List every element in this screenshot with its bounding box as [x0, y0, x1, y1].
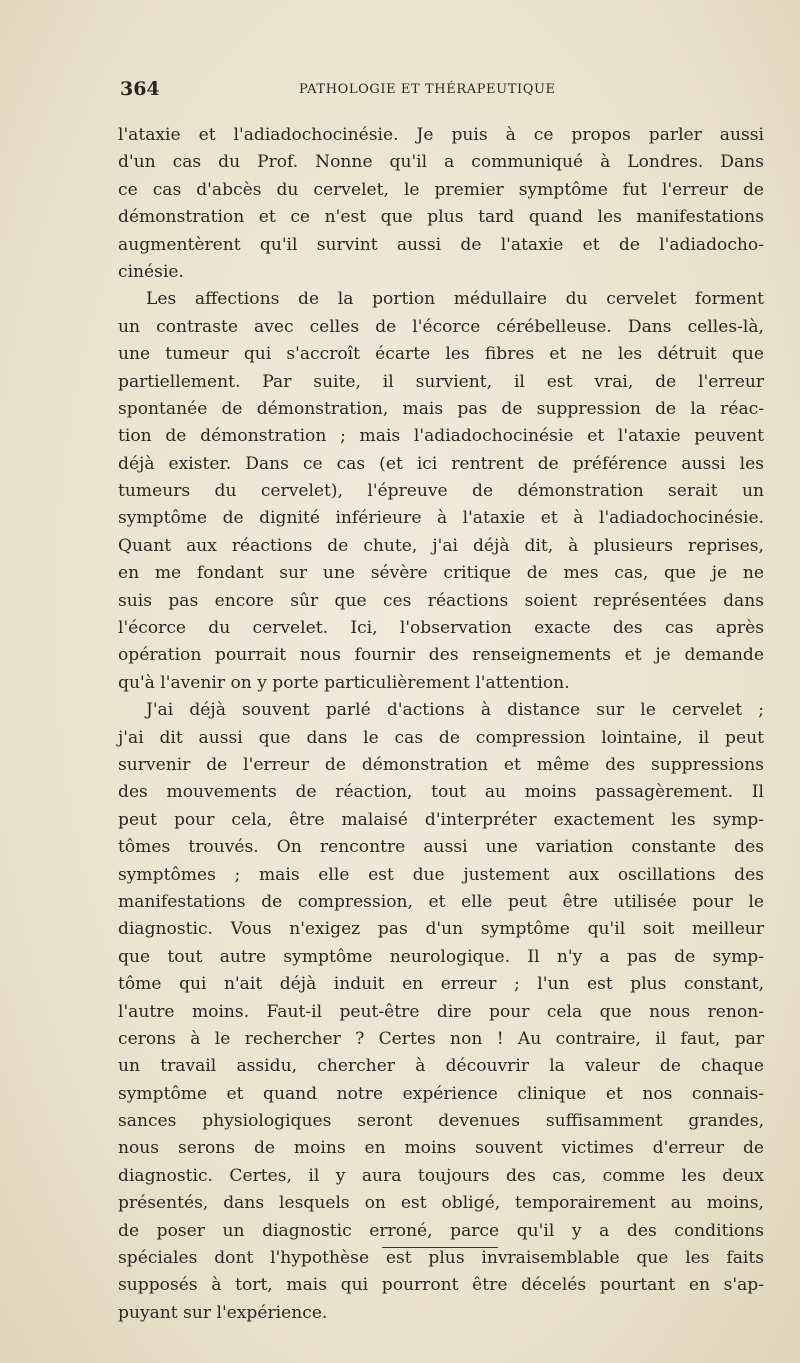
text-line: que tout autre symptôme neurologique. Il n'y a pas de symp- — [118, 946, 764, 967]
running-head: PATHOLOGIE ET THÉRAPEUTIQUE — [299, 82, 556, 97]
text-line: tumeurs du cervelet), l'épreuve de démonstration serait un — [118, 481, 764, 502]
text-line: Quant aux réactions de chute, j'ai déjà dit, à plusieurs reprises, — [118, 535, 764, 556]
text-line: symptômes ; mais elle est due justement aux oscillations des — [118, 864, 764, 885]
text-line: démonstration et ce n'est que plus tard quand les manifestations — [118, 207, 764, 228]
text-line: un travail assidu, chercher à découvrir la valeur de chaque — [118, 1056, 764, 1077]
text-line: puyant sur l'expérience. — [118, 1302, 328, 1323]
text-line: nous serons de moins en moins souvent victimes d'erreur de — [118, 1138, 764, 1159]
text-line: spéciales dont l'hypothèse est plus invraisemblable que les faits — [118, 1248, 764, 1269]
text-line: peut pour cela, être malaisé d'interpréter exactement les symp- — [118, 809, 764, 830]
text-line: déjà exister. Dans ce cas (et ici rentrent de préférence aussi les — [118, 453, 764, 474]
text-line: des mouvements de réaction, tout au moins passagèrement. Il — [118, 782, 764, 803]
page-number: 364 — [120, 78, 160, 100]
text-line: spontanée de démonstration, mais pas de suppression de la réac- — [118, 398, 764, 419]
text-line: de poser un diagnostic erroné, parce qu'il y a des conditions — [118, 1220, 764, 1241]
text-line: d'un cas du Prof. Nonne qu'il a communiqué à Londres. Dans — [118, 152, 764, 173]
paragraph — [118, 697, 764, 1327]
text-line: supposés à tort, mais qui pourront être décelés pourtant en s'ap- — [118, 1275, 764, 1296]
paragraph — [118, 286, 764, 697]
text-line: tômes trouvés. On rencontre aussi une variation constante des — [118, 837, 764, 858]
text-line: diagnostic. Vous n'exigez pas d'un symptôme qu'il soit meilleur — [118, 919, 764, 940]
text-line: l'écorce du cervelet. Ici, l'observation exacte des cas après — [118, 618, 764, 639]
text-line: cerons à le rechercher ? Certes non ! Au contraire, il faut, par — [118, 1028, 764, 1049]
text-line: partiellement. Par suite, il survient, il est vrai, de l'erreur — [118, 371, 764, 392]
text-line: symptôme de dignité inférieure à l'ataxie et à l'adiadochocinésie. — [118, 508, 764, 529]
text-line: ce cas d'abcès du cervelet, le premier symptôme fut l'erreur de — [118, 179, 764, 200]
text-line: manifestations de compression, et elle peut être utilisée pour le — [118, 891, 764, 912]
text-line: survenir de l'erreur de démonstration et même des suppressions — [118, 754, 764, 775]
body-text — [118, 122, 764, 1327]
text-line: qu'à l'avenir on y porte particulièrement l'attention. — [118, 672, 570, 693]
page-header — [120, 78, 760, 102]
text-line: sances physiologiques seront devenues suffisamment grandes, — [118, 1111, 764, 1132]
text-line: présentés, dans lesquels on est obligé, temporairement au moins, — [118, 1193, 764, 1214]
text-line: cinésie. — [118, 261, 184, 282]
end-rule — [382, 1247, 498, 1248]
text-line: tion de démonstration ; mais l'adiadochocinésie et l'ataxie peuvent — [118, 426, 764, 447]
text-line: symptôme et quand notre expérience clinique et nos connais- — [118, 1083, 764, 1104]
text-line: j'ai dit aussi que dans le cas de compression lointaine, il peut — [118, 727, 764, 748]
text-line: J'ai déjà souvent parlé d'actions à distance sur le cervelet ; — [146, 700, 764, 721]
text-line: l'autre moins. Faut-il peut-être dire pour cela que nous renon- — [118, 1001, 764, 1022]
text-line: l'ataxie et l'adiadochocinésie. Je puis à ce propos parler aussi — [118, 125, 764, 145]
paragraph — [118, 122, 764, 286]
text-line: diagnostic. Certes, il y aura toujours des cas, comme les deux — [118, 1165, 764, 1186]
text-line: tôme qui n'ait déjà induit en erreur ; l'un est plus constant, — [118, 974, 764, 995]
text-line: un contraste avec celles de l'écorce cérébelleuse. Dans celles-là, — [118, 316, 764, 337]
text-line: suis pas encore sûr que ces réactions soient représentées dans — [118, 590, 764, 611]
text-line: augmentèrent qu'il survint aussi de l'ataxie et de l'adiadocho- — [118, 234, 764, 255]
text-line: en me fondant sur une sévère critique de mes cas, que je ne — [118, 563, 764, 584]
text-line: une tumeur qui s'accroît écarte les fibres et ne les détruit que — [118, 344, 764, 365]
text-line: opération pourrait nous fournir des renseignements et je demande — [118, 645, 764, 666]
text-line: Les affections de la portion médullaire du cervelet forment — [146, 289, 764, 310]
